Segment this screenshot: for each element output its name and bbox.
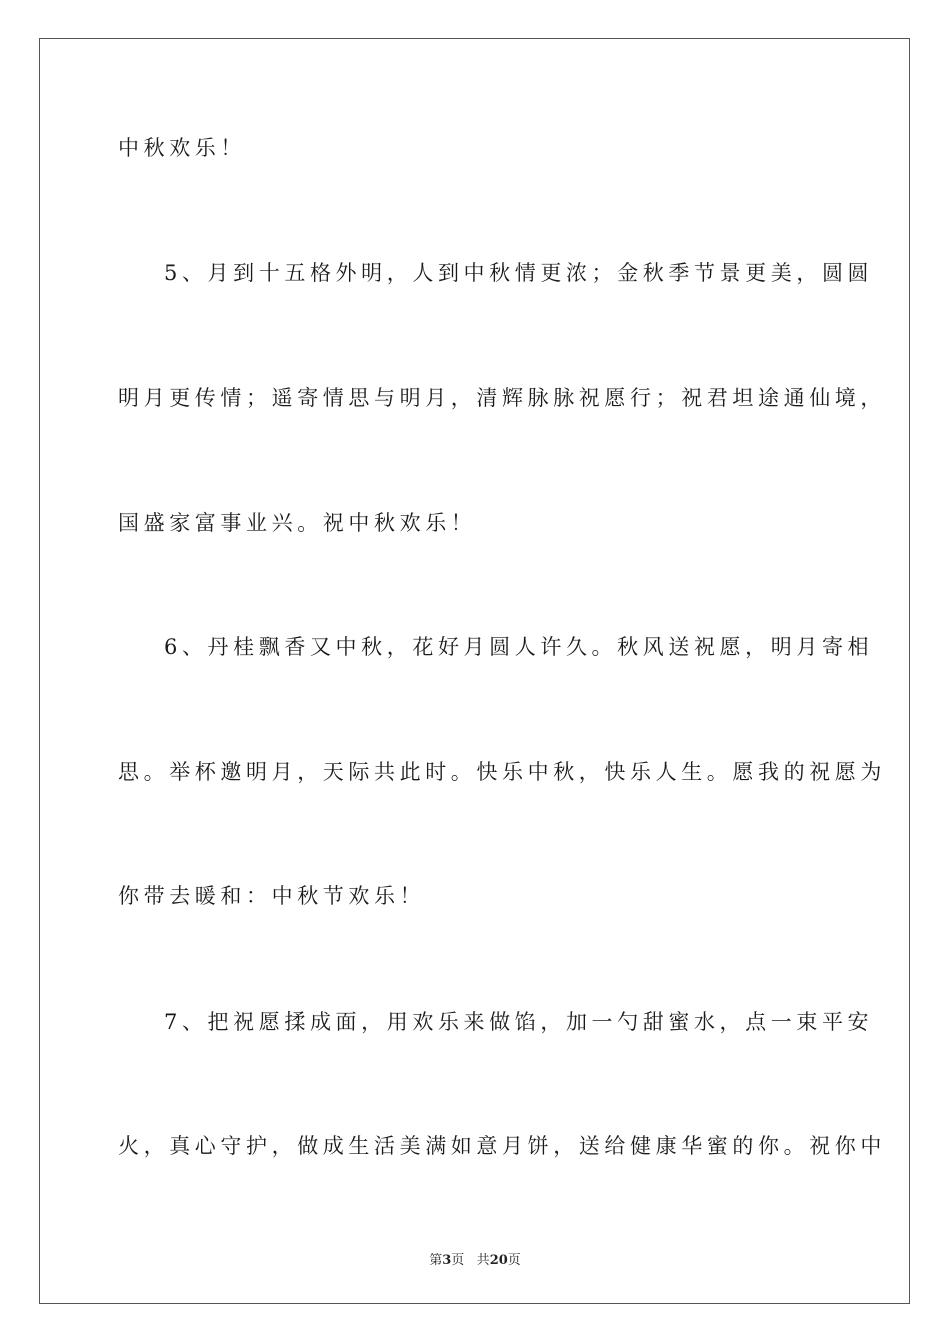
text-line-5: 6、丹桂飘香又中秋，花好月圆人许久。秋风送祝愿，明月寄相 (164, 635, 874, 659)
text-line-1: 中秋欢乐！ (118, 136, 246, 160)
text-line-9: 火，真心守护，做成生活美满如意月饼，送给健康华蜜的你。祝你中 (118, 1134, 886, 1158)
footer-total-suffix: 页 (507, 1253, 521, 1268)
footer-page-number: 3 (442, 1253, 452, 1268)
page-border (39, 38, 910, 1304)
text-line-6: 思。举杯邀明月，天际共此时。快乐中秋，快乐人生。愿我的祝愿为 (118, 760, 886, 784)
text-line-3: 明月更传情；遥寄情思与明月，清辉脉脉祝愿行；祝君坦途通仙境， (118, 386, 886, 410)
page-footer (0, 1249, 950, 1268)
footer-page-suffix: 页 (451, 1253, 465, 1268)
text-line-2: 5、月到十五格外明，人到中秋情更浓；金秋季节景更美，圆圆 (164, 261, 874, 285)
text-line-7: 你带去暖和：中秋节欢乐！ (118, 884, 426, 908)
footer-total-pages: 20 (489, 1253, 508, 1268)
text-line-4: 国盛家富事业兴。祝中秋欢乐！ (118, 511, 477, 535)
footer-page-prefix: 第 (429, 1253, 443, 1268)
footer-total-prefix: 共 (476, 1253, 490, 1268)
text-line-8: 7、把祝愿揉成面，用欢乐来做馅，加一勺甜蜜水，点一束平安 (164, 1010, 874, 1034)
